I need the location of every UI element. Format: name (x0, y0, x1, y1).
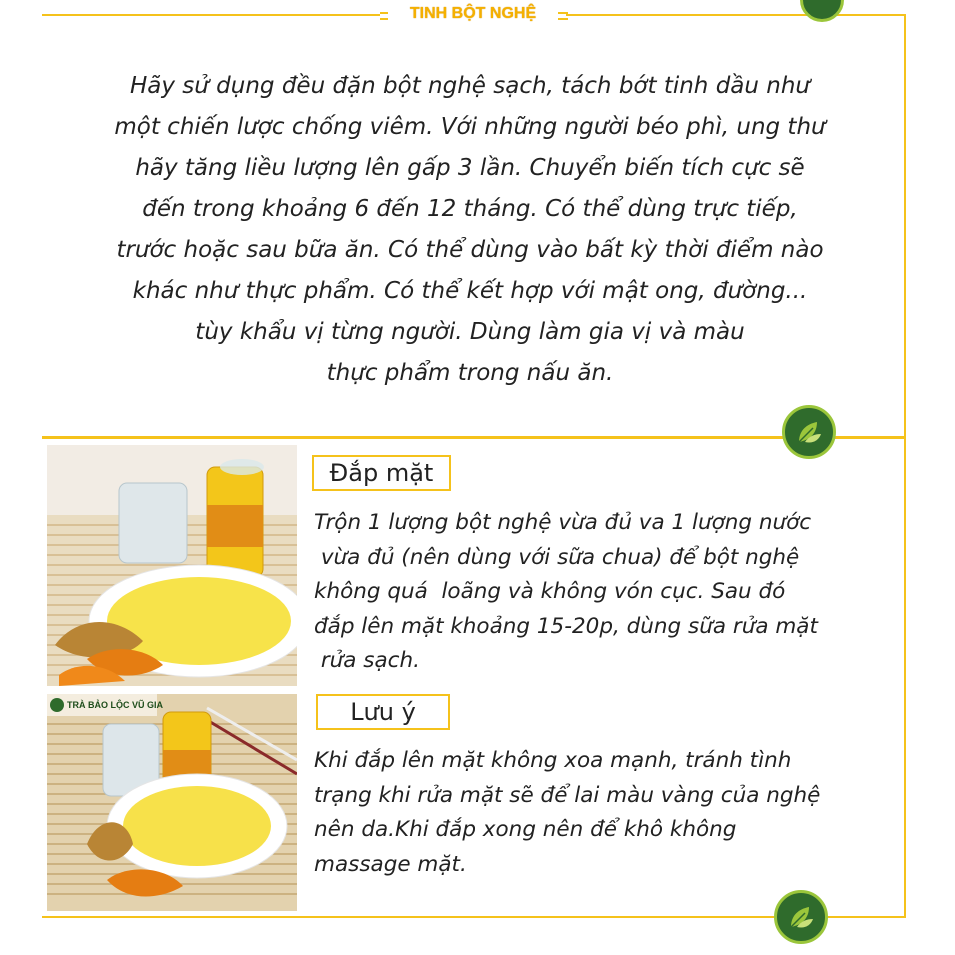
brand-logo-bottom (774, 890, 828, 944)
leaf-icon (777, 893, 825, 941)
intro-line: Hãy sử dụng đều đặn bột nghệ sạch, tách bớt tinh dầu như (129, 73, 811, 99)
right-border (904, 14, 906, 918)
intro-line: đến trong khoảng 6 đến 12 tháng. Có thể dùng trực tiếp, (142, 196, 798, 222)
top-border-left (42, 14, 380, 16)
intro-line: khác như thực phẩm. Có thể kết hợp với mật ong, đường... (132, 278, 808, 304)
brand-logo-top (800, 0, 844, 22)
section-line: rửa sạch. (314, 648, 420, 673)
intro-line: tùy khẩu vị từng người. Dùng làm gia vị và màu (195, 319, 745, 345)
section-line: Trộn 1 lượng bột nghệ vừa đủ va 1 lượng nước (314, 510, 812, 535)
section-paragraph-dap-mat (314, 506, 818, 679)
section-title-luu-y (316, 694, 450, 730)
turmeric-jar-photo (47, 694, 297, 911)
page-title: TINH BỘT NGHỆ (388, 2, 558, 26)
header-deco-right (558, 12, 568, 20)
section-line: không quá loãng và không vón cục. Sau đó (314, 579, 786, 604)
section-line: massage mặt. (314, 851, 467, 877)
intro-line: một chiến lược chống viêm. Với những người béo phì, ung thư (114, 114, 826, 140)
divider (42, 436, 904, 439)
section-line: vừa đủ (nên dùng với sữa chua) để bột nghệ (314, 544, 800, 570)
turmeric-powder-photo (47, 445, 297, 686)
intro-line: thực phẩm trong nấu ăn. (326, 360, 614, 386)
intro-line: hãy tăng liều lượng lên gấp 3 lần. Chuyển biến tích cực sẽ (135, 155, 805, 181)
intro-paragraph (60, 66, 880, 394)
intro-line: trước hoặc sau bữa ăn. Có thể dùng vào bất kỳ thời điểm nào (116, 237, 824, 263)
section-line: nên da.Khi đắp xong nên để khô không (314, 817, 737, 842)
section-title-dap-mat (312, 455, 451, 491)
section-title-label: Lưu ý (350, 698, 416, 726)
section-paragraph-luu-y (314, 744, 820, 882)
section-line: Khi đắp lên mặt không xoa mạnh, tránh tình (314, 748, 792, 773)
section-title-label: Đắp mặt (329, 459, 434, 487)
top-border-right (566, 14, 906, 16)
photo-watermark-label: TRÀ BẢO LỘC VŨ GIA (67, 700, 163, 710)
section-line: đắp lên mặt khoảng 15-20p, dùng sữa rửa mặt (314, 613, 818, 639)
leaf-icon (785, 408, 833, 456)
section-line: trạng khi rửa mặt sẽ để lai màu vàng của nghệ (314, 782, 821, 808)
brand-logo-middle (782, 405, 836, 459)
